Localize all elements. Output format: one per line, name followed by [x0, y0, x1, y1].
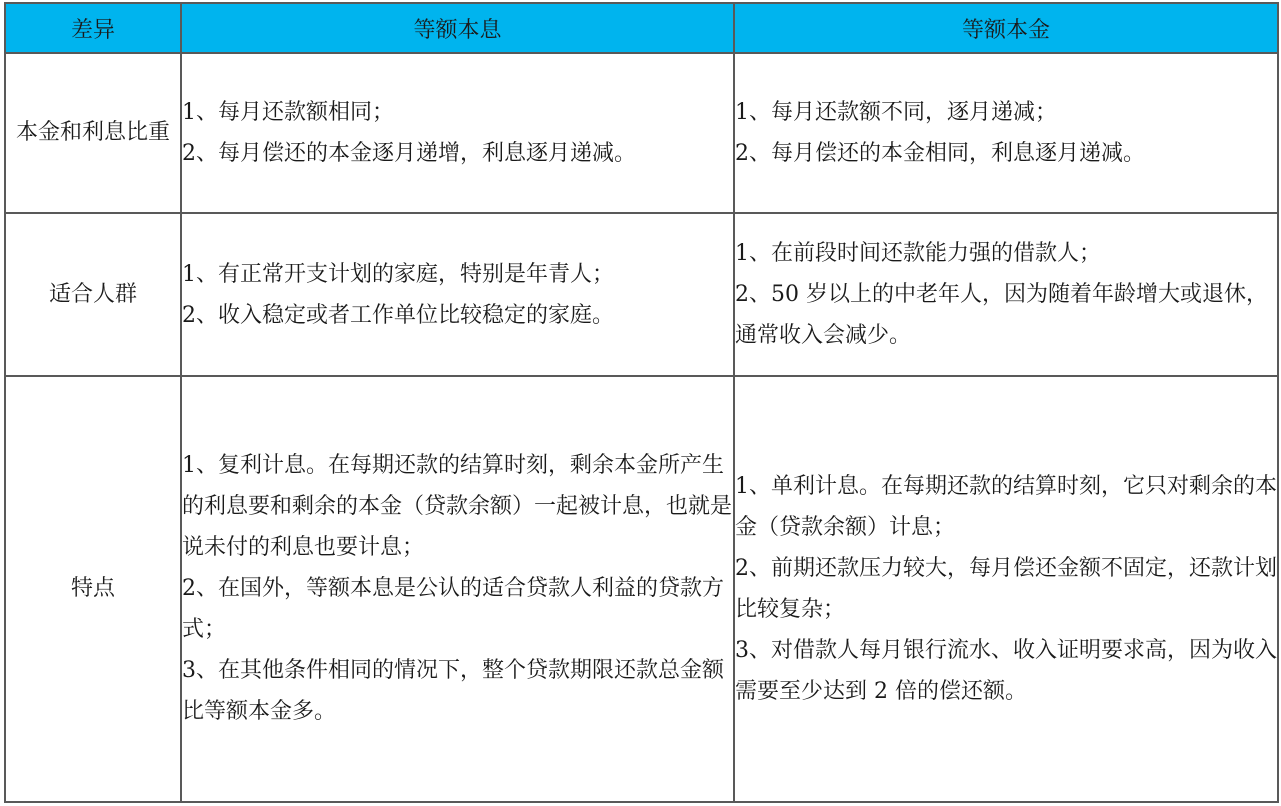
list-item: 1、复利计息。在每期还款的结算时刻，剩余本金所产生的利息要和剩余的本金（贷款余额）一起被计息，也就是说未付的利息也要计息；: [182, 453, 733, 561]
header-equal-principal: 等额本金: [734, 3, 1278, 53]
list-item: 1、在前段时间还款能力强的借款人；: [735, 241, 1101, 267]
row-label-audience: 适合人群: [5, 213, 181, 375]
comparison-table: [4, 2, 1279, 803]
list-item: 1、每月还款额相同；: [182, 100, 394, 126]
list-item: 2、前期还款压力较大，每月偿还金额不固定，还款计划比较复杂；: [735, 555, 1277, 622]
list-item: 2、每月偿还的本金相同，利息逐月递减。: [735, 141, 1145, 167]
list-item: 1、单利计息。在每期还款的结算时刻，它只对剩余的本金（贷款余额）计息；: [735, 473, 1277, 540]
list-item: 2、50 岁以上的中老年人，因为随着年龄增大或退休，通常收入会减少。: [735, 282, 1268, 349]
header-diff: 差异: [5, 3, 181, 53]
cell-equal-principal-audience: [734, 213, 1278, 375]
list-item: 2、在国外，等额本息是公认的适合贷款人利益的贷款方式；: [182, 576, 724, 643]
list-item: 3、对借款人每月银行流水、收入证明要求高，因为收入需要至少达到 2 倍的偿还额。: [735, 637, 1277, 704]
table-row: [5, 213, 1278, 375]
row-label-ratio: 本金和利息比重: [5, 53, 181, 213]
table-row: [5, 376, 1278, 802]
table-row: [5, 53, 1278, 213]
cell-equal-principal-features: [734, 376, 1278, 802]
cell-equal-principal-ratio: [734, 53, 1278, 213]
header-equal-payment: 等额本息: [181, 3, 734, 53]
list-item: 2、收入稳定或者工作单位比较稳定的家庭。: [182, 302, 614, 328]
row-label-features: 特点: [5, 376, 181, 802]
header-row: [5, 3, 1278, 53]
list-item: 2、每月偿还的本金逐月递增，利息逐月递减。: [182, 141, 636, 167]
list-item: 1、有正常开支计划的家庭，特别是年青人；: [182, 261, 614, 287]
cell-equal-payment-ratio: [181, 53, 734, 213]
list-item: 1、每月还款额不同，逐月递减；: [735, 100, 1057, 126]
cell-equal-payment-features: [181, 376, 734, 802]
list-item: 3、在其他条件相同的情况下，整个贷款期限还款总金额比等额本金多。: [182, 658, 724, 725]
cell-equal-payment-audience: [181, 213, 734, 375]
